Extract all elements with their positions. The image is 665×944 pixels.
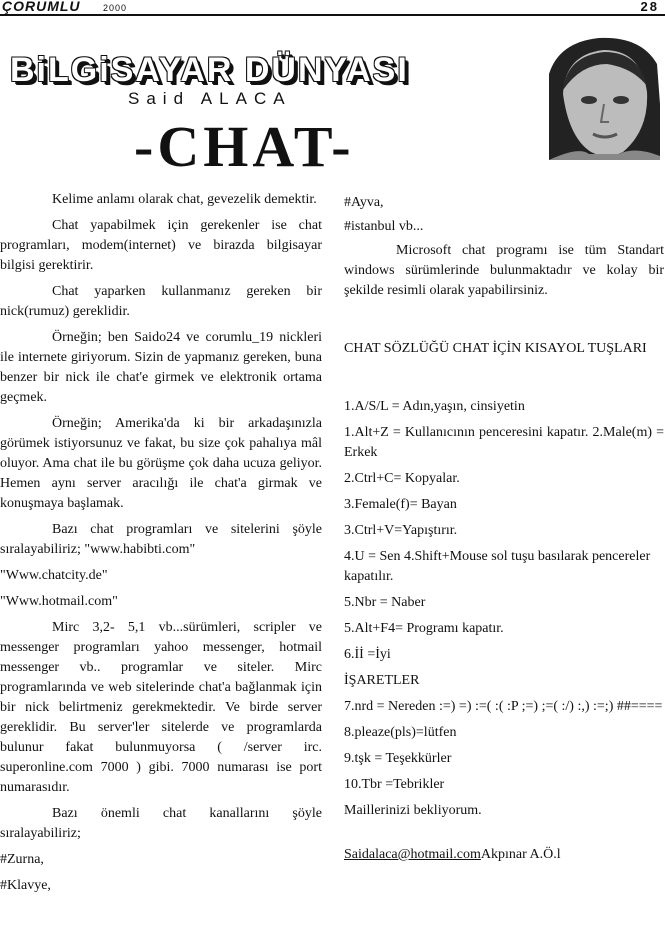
channel-item: #Klavye, <box>0 878 51 893</box>
paragraph: Örneğin; Amerika'da ki bir arkadaşınızla görümek istiyorsunuz ve fakat, bu size çok pahalıya mâl oluyor. Ama chat ile bu görüşme çok daha ucuza geliyor. Hemen aynı server aracılığı ile chat'a girmak ve konuşmaya başlamak. <box>0 416 322 511</box>
channel-item: #istanbul vb... <box>344 219 424 234</box>
shortcut-item: 10.Tbr =Tebrikler <box>344 777 445 792</box>
paragraph: Bazı önemli chat kanallarını şöyle sıralayabiliriz; <box>0 806 322 841</box>
paragraph: Chat yaparken kullanmanız gereken bir nick(rumuz) gereklidir. <box>0 284 322 319</box>
page-number: 28 <box>640 0 659 14</box>
magazine-name: ÇORUMLU <box>2 0 81 14</box>
shortcut-item: 9.tşk = Teşekkürler <box>344 751 452 766</box>
shortcut-item: 1.Alt+Z = Kullanıcının penceresini kapatır. 2.Male(m) = Erkek <box>344 425 664 460</box>
paragraph: Örneğin; ben Saido24 ve corumlu_19 nickleri ile internete giriyorum. Sizin de yapmanız gereken, buna benzer bir nick ile chat'e girmek ve elektronik ortama geçmek. <box>0 330 322 405</box>
shortcut-item: 8.pleaze(pls)=lütfen <box>344 725 457 740</box>
page-header <box>0 0 665 16</box>
article-topic: -CHAT- <box>134 114 355 179</box>
shortcut-item: 2.Ctrl+C= Kopyalar. <box>344 471 460 486</box>
closing-line: Maillerinizi bekliyorum. <box>344 803 482 818</box>
right-column <box>344 193 664 865</box>
email-link[interactable]: Saidalaca@hotmail.com <box>344 847 481 862</box>
shortcut-item: 3.Ctrl+V=Yapıştırır. <box>344 523 458 538</box>
header-rule <box>0 14 665 16</box>
site-link: "Www.chatcity.de" <box>0 568 108 583</box>
paragraph: Chat yapabilmek için gerekenler ise chat programları, modem(internet) ve birazda bilgisayar bilgisi gerektirir. <box>0 218 322 273</box>
paragraph: Kelime anlamı olarak chat, gevezelik demektir. <box>52 192 317 207</box>
article-author: Said ALACA <box>128 89 292 108</box>
section-heading: İŞARETLER <box>344 673 420 688</box>
channel-item: #Ayva, <box>344 195 384 210</box>
site-link: "Www.hotmail.com" <box>0 594 118 609</box>
article-title: BiLGiSAYAR DÜNYASI <box>10 51 409 89</box>
paragraph: Bazı chat programları ve sitelerini şöyle sıralayabiliriz; "www.habibti.com" <box>0 522 322 557</box>
author-photo <box>549 34 660 160</box>
shortcut-item: 6.İİ =İyi <box>344 647 391 662</box>
shortcut-item: 1.A/S/L = Adın,yaşın, cinsiyetin <box>344 399 525 414</box>
paragraph: Microsoft chat programı ise tüm Standart windows sürümlerinde bulunmaktadır ve kolay bir şekilde resimli olarak yapabilirsiniz. <box>344 243 664 298</box>
left-column <box>0 190 322 896</box>
author-location: Akpınar A.Ö.l <box>480 847 561 862</box>
magazine-year: 2000 <box>103 3 128 13</box>
paragraph: Mirc 3,2- 5,1 vb...sürümleri, scripler ve messenger programları yahoo messenger, hotmail messenger vb.. programlar ve siteler. Mirc programlarında ve web sitelerinde chat'a bağlanmak için bir nick belirtmeniz gerekmektedir. Ve birde server gereklidir. Bu server'ler sitelerde ve programlarda bulunur fakat bulunmuyorsa ( /server irc. superonline.com 7000 ) gibi. 7000 numarası ise port numarasıdır. <box>0 620 322 795</box>
shortcut-item: 3.Female(f)= Bayan <box>344 497 457 512</box>
shortcut-item: 5.Nbr = Naber <box>344 595 426 610</box>
shortcut-item: 4.U = Sen 4.Shift+Mouse sol tuşu basılarak pencereler kapatılır. <box>344 549 651 584</box>
shortcut-item: 7.nrd = Nereden :=) =) :=( :( :P ;=) ;=( :/) :,) :=;) ##==== <box>344 699 663 714</box>
signature-line <box>344 845 664 865</box>
shortcut-item: 5.Alt+F4= Programı kapatır. <box>344 621 504 636</box>
author-portrait-image <box>549 34 660 160</box>
channel-item: #Zurna, <box>0 852 44 867</box>
section-heading: CHAT SÖZLÜĞÜ CHAT İÇİN KISAYOL TUŞLARI <box>344 341 647 356</box>
